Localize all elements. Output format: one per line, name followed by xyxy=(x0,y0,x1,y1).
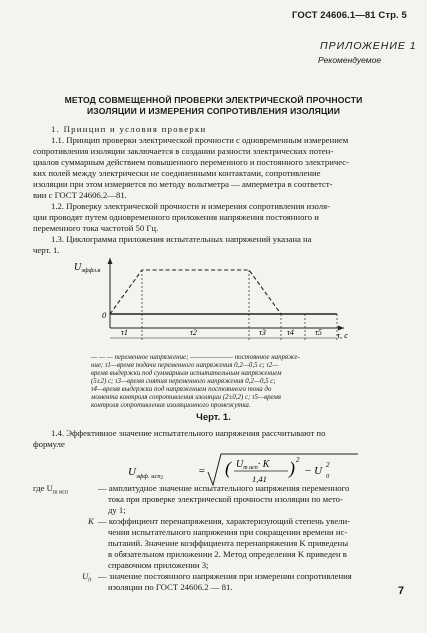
legend-line: момента контроля сопротивления изоляции (2±0,2) с; τ5—время xyxy=(91,394,282,401)
segment-label: τ5 xyxy=(315,328,322,337)
where-line: изоляции по ГОСТ 24606.2 — 81. xyxy=(108,582,233,592)
segment-label: τ1 xyxy=(121,328,128,337)
para-1-2-line: 1.2. Проверку электрической прочности и измерения сопротивления изоля- xyxy=(51,201,330,211)
legend-line: (5±2) с; τ3—время снятия переменного напряжения 0,2—0,5 с; xyxy=(91,378,276,385)
recommended-label: Рекомендуемое xyxy=(318,55,382,65)
legend-line: контроля сопротивления изоляционного промежутка. xyxy=(91,402,251,409)
para-1-3-line: черт. 1. xyxy=(33,245,60,255)
y-axis-arrow xyxy=(108,258,113,264)
where-line: — значение постоянного напряжения при измерении сопротивления xyxy=(98,571,352,581)
page-number: 7 xyxy=(398,585,405,597)
cyclogram-diagram xyxy=(72,256,362,356)
para-1-4-line: 1.4. Эффективное значение испытательного напряжения рассчитывают по xyxy=(51,428,326,438)
para-1-1-line: сопротивления изоляции заключается в создании разности электрических потен- xyxy=(33,146,334,156)
para-1-1-line: 1.1. Принцип проверки электрической прочности с одновременным измерением xyxy=(51,135,349,145)
para-1-2-line: переменного тока частотой 50 Гц. xyxy=(33,223,159,233)
standard-header: ГОСТ 24606.1—81 Стр. 5 xyxy=(292,10,407,21)
where-line: в обязательном приложении 2. Метод определения K приведен в xyxy=(108,549,347,559)
svg-text:− U: − U xyxy=(304,465,323,477)
para-1-4-line: формуле xyxy=(33,439,65,449)
x-axis-label: τ, с xyxy=(337,330,349,340)
para-1-1-line: ких полей между электрически не соединенными контактами, сопротивление xyxy=(33,168,321,178)
where-symbol: $U_0$ xyxy=(82,571,92,584)
svg-text:2: 2 xyxy=(326,461,330,469)
document-title-line2: ИЗОЛЯЦИИ И ИЗМЕРЕНИЯ СОПРОТИВЛЕНИЯ ИЗОЛЯЦИИ xyxy=(86,106,341,116)
appendix-label: ПРИЛОЖЕНИЕ 1 xyxy=(320,40,417,52)
svg-text:Uэфф. исп2: $U_{эфф. исп}2$ xyxy=(128,466,164,481)
where-line: справочном приложении 3; xyxy=(108,560,209,570)
svg-text:2: 2 xyxy=(296,456,300,464)
where-symbol: где $U_{m исп}$ xyxy=(33,483,69,496)
legend-line: τ4—время выдержки под напряжением постоянного тока до xyxy=(91,386,272,393)
para-1-1-line: изоляции при этом измеряется по методу вольтметра — амперметра в соответст- xyxy=(33,179,333,189)
where-line: ду 1; xyxy=(108,505,126,515)
where-line: — амплитудное значение испытательного напряжения переменного xyxy=(98,483,350,493)
svg-text:Um исп· K: $U_{m исп}\cdot K$ xyxy=(236,459,270,471)
where-line: тока при проверке электрической прочности изоляции по мето- xyxy=(108,494,343,504)
para-1-2-line: ции проводят путем одновременного приложения напряжения постоянного и xyxy=(33,212,319,222)
where-line: чения испытательного напряжения при сокращении времени ис- xyxy=(108,527,348,537)
svg-text:1,41: 1,41 xyxy=(252,474,267,484)
svg-text:): ) xyxy=(289,458,295,478)
alternating-voltage-line xyxy=(110,270,281,314)
origin-label: 0 xyxy=(102,310,107,320)
y-axis-label: $U_{эффл.в}$ xyxy=(74,262,101,274)
figure-caption: Черт. 1. xyxy=(196,412,231,423)
svg-text:=: = xyxy=(198,465,206,477)
para-1-1-line: вии с ГОСТ 24606.2—81. xyxy=(33,190,127,200)
segment-label: τ3 xyxy=(259,328,266,337)
svg-text:(: ( xyxy=(225,458,231,478)
where-line: — коэффициент перенапряжения, характеризующий степень увели- xyxy=(98,516,351,526)
legend-line: ние; τ1—время подачи переменного напряжения 0,2—0,5 с; τ2— xyxy=(91,362,279,369)
segment-label: τ4 xyxy=(287,328,294,337)
para-1-1-line: циалов суммарным действием повышенного переменного и постоянного электричес- xyxy=(33,157,350,167)
para-1-3-line: 1.3. Циклограмма приложения испытательных напряжений указана на xyxy=(51,234,312,244)
legend-line: время выдержки под суммарным испытательным напряжением xyxy=(91,370,282,377)
document-title-line1: МЕТОД СОВМЕЩЕННОЙ ПРОВЕРКИ ЭЛЕКТРИЧЕСКОЙ ПРОЧНОСТИ xyxy=(64,95,363,105)
svg-text:0: 0 xyxy=(326,473,330,480)
legend-line: — — — переменное напряжение; ——————— постоянное напряже- xyxy=(91,354,300,361)
where-symbol: K xyxy=(88,516,94,526)
section-heading: 1. Принцип и условия проверки xyxy=(51,124,207,134)
where-line: пытаний. Значение коэффициента перенапряжения K приведены xyxy=(108,538,349,548)
segment-label: τ2 xyxy=(190,328,197,337)
